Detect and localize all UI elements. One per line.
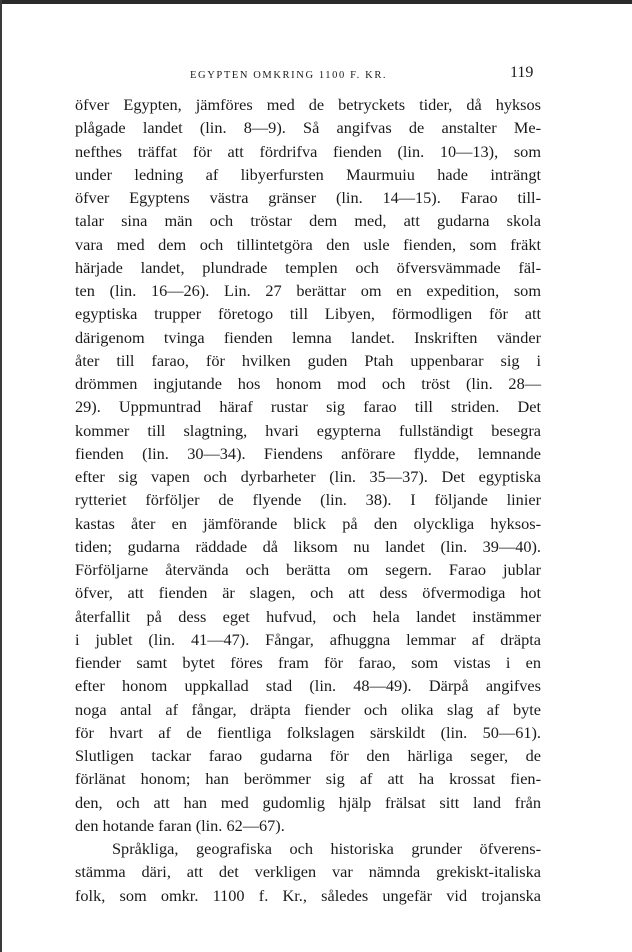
text-line: talar sina män och tröstar dem med, att gudarna skola [75,211,541,231]
text-line: öfver Egyptens västra gränser (lin. 14—15). Farao till- [75,188,541,207]
running-head [0,64,632,88]
page-number: 119 [510,64,534,81]
text-line: noga antal af fångar, dräpta fiender och olika slag af byte [75,699,541,719]
text-line-paragraph-end: den hotande faran (lin. 62—67). [75,815,285,835]
text-line: 29). Uppmuntrad häraf rustar sig farao till striden. Det [75,397,541,417]
text-line: kastas åter en jämförande blick på den olyckliga hyksos- [75,513,541,533]
text-line: stämma däri, att det verkligen var nämnda grekiskt-italiska [75,862,541,882]
text-line: härjade landet, plundrade templen och öfversvämmade fäl- [75,257,541,277]
text-line: ten (lin. 16—26). Lin. 27 berättar om en expedition, som [75,281,541,300]
text-line: för hvart af de fientliga folkslagen särskildt (lin. 50—61). [75,722,541,742]
text-line: plågade landet (lin. 8—9). Så angifvas de anstalter Me- [75,118,541,138]
text-line: nefthes träffat för att fördrifva fienden (lin. 10—13), som [75,141,541,161]
text-line: efter honom uppkallad stad (lin. 48—49). Därpå angifves [75,676,541,696]
scan-edge-left [0,0,2,952]
text-line: öfver Egypten, jämföres med de betryckets tider, då hyksos [75,95,541,114]
scan-edge-top [0,0,632,4]
text-line: åter till farao, för hvilken guden Ptah uppenbarar sig i [75,350,541,370]
body-text [75,93,541,907]
text-line: rytteriet förföljer de flyende (lin. 38). I följande linier [75,490,541,510]
text-line: förlänat honom; han berömmer sig af att ha krossat fien- [75,769,541,789]
text-line: drömmen ingjutande hos honom mod och tröst (lin. 28— [75,374,541,393]
text-line: Slutligen tackar farao gudarna för den härliga seger, de [75,746,541,765]
text-line: fienden (lin. 30—34). Fiendens anförare flydde, lemnande [75,443,541,463]
text-line: Förföljarne återvända och berätta om segern. Farao jublar [75,560,541,579]
running-title: EGYPTEN OMKRING 1100 F. KR. [190,70,388,81]
text-line: i jublet (lin. 41—47). Fångar, afhuggna lemmar af dräpta [75,629,541,649]
text-line: kommer till slagtning, hvari egypterna fullständigt besegra [75,420,541,440]
text-line: öfver, att fienden är slagen, och att dess öfvermodiga hot [75,583,541,603]
text-line: den, och att han med gudomlig hjälp frälsat sitt land från [75,792,541,812]
text-line: under ledning af libyerfursten Maurmuiu hade inträngt [75,164,541,184]
text-line: vara med dem och tillintetgöra den usle fienden, som fräkt [75,234,541,254]
text-line-paragraph-start: Språkliga, geografiska och historiska grunder öfverens- [112,839,541,858]
text-line: fiender samt bytet föres fram för farao, som vistas i en [75,653,541,672]
text-line: egyptiska trupper företogo till Libyen, förmodligen för att [75,304,541,324]
text-line: återfallit på dess eget hufvud, och hela landet instämmer [75,606,541,626]
text-line: tiden; gudarna räddade då liksom nu landet (lin. 39—40). [75,536,541,556]
text-line: efter sig vapen och dyrbarheter (lin. 35—37). Det egyptiska [75,467,541,486]
text-line: folk, som omkr. 1100 f. Kr., således ungefär vid trojanska [75,885,541,905]
text-line: därigenom tvinga fienden lemna landet. Inskriften vänder [75,327,541,347]
